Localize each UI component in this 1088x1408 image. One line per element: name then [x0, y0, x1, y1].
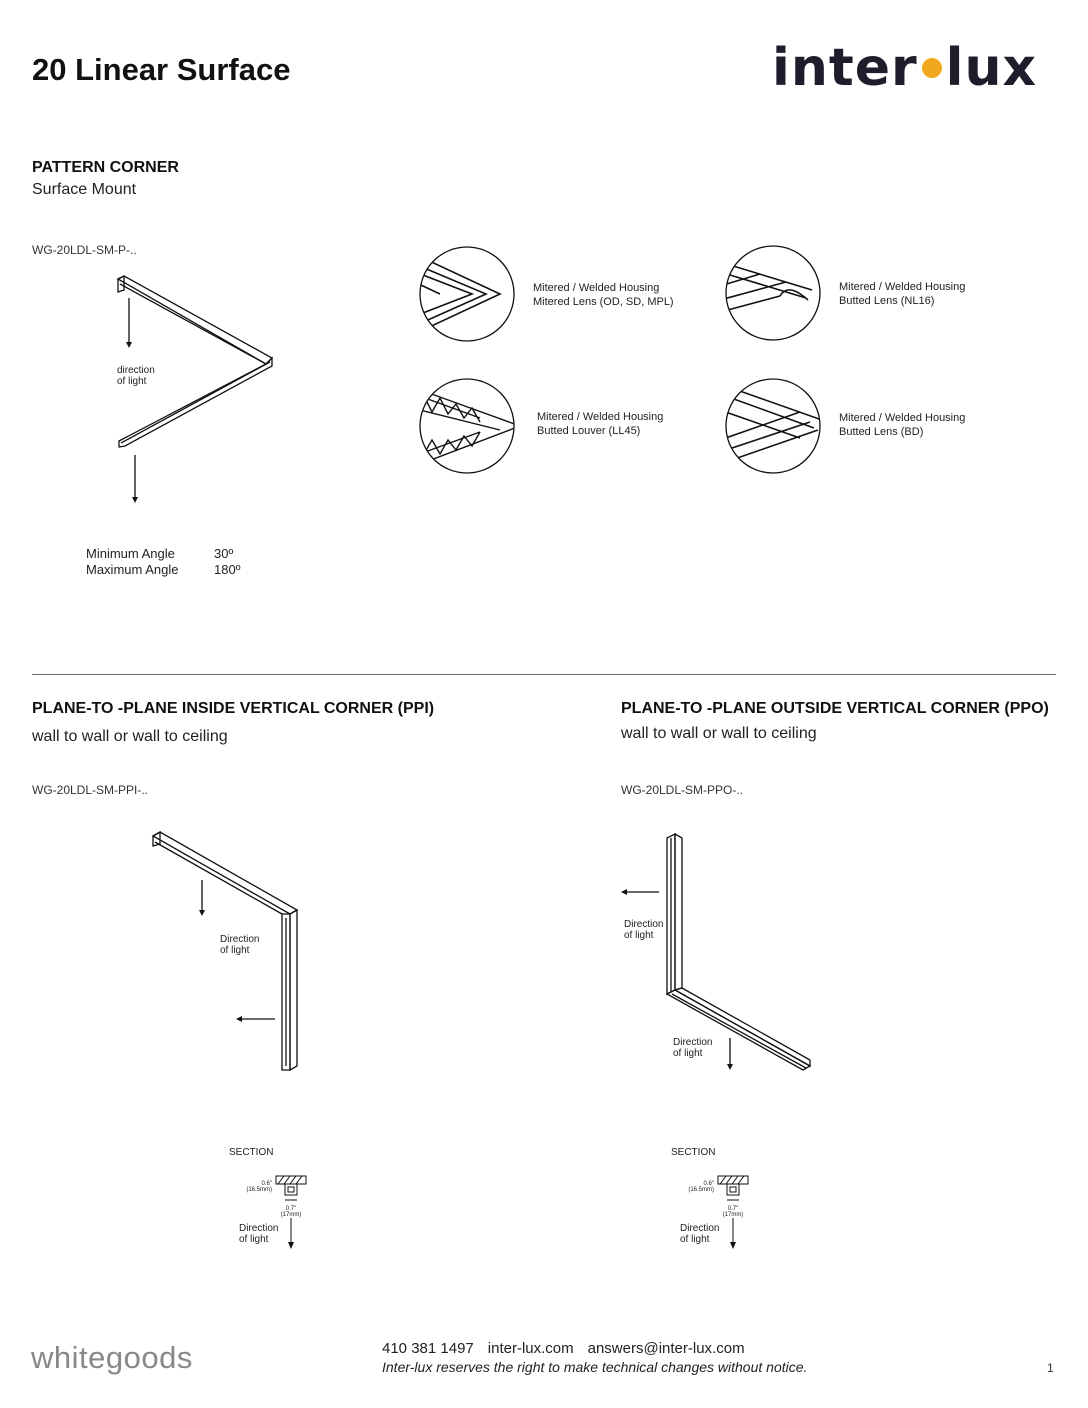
pattern-code: WG-20LDL-SM-P-.. [32, 243, 137, 257]
ppi-code: WG-20LDL-SM-PPI-.. [32, 783, 149, 797]
detail-1-text: Mitered / Welded Housing Mitered Lens (OD, SD, MPL) [533, 282, 674, 308]
logo-text-right: lux [945, 38, 1038, 98]
page-number: 1 [1047, 1361, 1054, 1375]
detail-2-text: Mitered / Welded Housing Butted Lens (NL16) [839, 281, 966, 307]
detail-3-text: Mitered / Welded Housing Butted Louver (LL45) [537, 411, 664, 437]
footer-phone[interactable]: 410 381 1497 [382, 1340, 474, 1357]
max-angle-value: 180º [214, 562, 241, 577]
page-title: 20 Linear Surface [32, 52, 291, 87]
pattern-direction-label: direction of light [117, 365, 155, 387]
ppo-direction-label-b: Direction of light [673, 1037, 713, 1059]
ppo-direction-label-a: Direction of light [624, 919, 664, 941]
max-angle-label: Maximum Angle [86, 562, 179, 577]
whitegoods-brand: whitegoods [31, 1340, 193, 1375]
ppo-section-label: SECTION [671, 1147, 716, 1158]
ppo-dim-width: 0.7" (17mm) [722, 1206, 744, 1218]
ppi-dim-width: 0.7" (17mm) [280, 1206, 302, 1218]
pattern-heading: PATTERN CORNER [32, 159, 179, 176]
ppi-subheading: wall to wall or wall to ceiling [32, 728, 228, 745]
footer-contact [382, 1340, 759, 1357]
ppi-section-direction: Direction of light [239, 1223, 279, 1245]
footer-notice: Inter-lux reserves the right to make technical changes without notice. [382, 1359, 808, 1375]
ppo-heading: PLANE-TO -PLANE OUTSIDE VERTICAL CORNER (PPO) [621, 700, 1049, 717]
pattern-subheading: Surface Mount [32, 181, 137, 198]
ppo-subheading: wall to wall or wall to ceiling [621, 725, 817, 742]
footer-email[interactable]: answers@inter-lux.com [587, 1340, 745, 1357]
ppi-direction-label: Direction of light [220, 934, 260, 956]
ppo-code: WG-20LDL-SM-PPO-.. [621, 783, 744, 797]
ppi-heading: PLANE-TO -PLANE INSIDE VERTICAL CORNER (PPI) [32, 700, 435, 717]
logo-text-left: inter [772, 38, 918, 98]
ppo-dim-height: 0.6" (16.5mm) [688, 1181, 714, 1193]
detail-4-text: Mitered / Welded Housing Butted Lens (BD) [839, 412, 966, 438]
min-angle-label: Minimum Angle [86, 546, 175, 561]
ppi-dim-height: 0.6" (16.5mm) [246, 1181, 272, 1193]
ppo-section-direction: Direction of light [680, 1223, 720, 1245]
min-angle-value: 30º [214, 546, 234, 561]
ppi-section-label: SECTION [229, 1147, 274, 1158]
footer-website[interactable]: inter-lux.com [487, 1340, 574, 1357]
